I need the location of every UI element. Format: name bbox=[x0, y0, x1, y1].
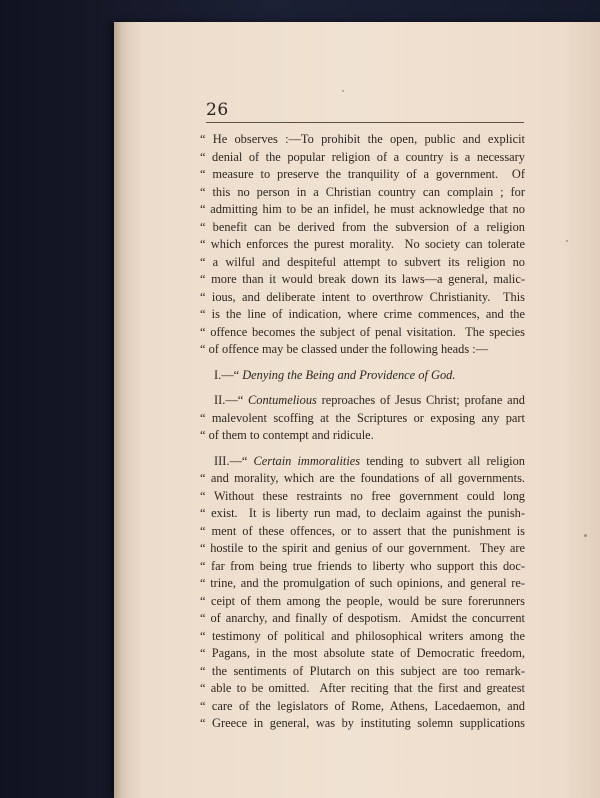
text-line: “ far from being true friends to liberty who support this doc- bbox=[200, 558, 525, 573]
heading-italic-text: Denying the Being and Providence of God. bbox=[242, 367, 456, 382]
text-line: “ malevolent scoffing at the Scriptures or exposing any part bbox=[200, 410, 525, 425]
text-line: “ measure to preserve the tranquility of a government. Of bbox=[200, 167, 525, 181]
text-line: “ of offence may be classed under the following heads :— bbox=[200, 342, 489, 356]
text-line: “ of anarchy, and finally of despotism. Amidst the concurrent bbox=[200, 611, 525, 625]
text-line: “ trine, and the promulgation of such opinions, and general re- bbox=[200, 576, 525, 590]
paragraph-3-rest: tending to subvert all religion bbox=[360, 453, 525, 468]
text-line: “ offence becomes the subject of penal visitation. The species bbox=[200, 324, 525, 339]
text-line: “ ment of these offences, or to assert that the punishment is bbox=[200, 523, 525, 538]
text-line: “ He observes :—To prohibit the open, public and explicit bbox=[200, 132, 525, 146]
text-line: “ exist. It is liberty run mad, to declaim against the punish- bbox=[200, 506, 525, 520]
text-line: “ the sentiments of Plutarch on this subject are too remark- bbox=[200, 663, 525, 678]
heading-denying-god bbox=[200, 367, 525, 385]
text-line: “ this no person in a Christian country can complain ; for bbox=[200, 184, 525, 199]
page-binding-edge bbox=[114, 22, 128, 798]
body-text bbox=[200, 131, 525, 733]
paragraph-3-italic: Certain immoralities bbox=[253, 453, 361, 468]
paragraph-3 bbox=[200, 453, 525, 733]
text-line: “ testimony of political and philosophical writers among the bbox=[200, 628, 525, 643]
paper-speck bbox=[584, 534, 587, 537]
paragraph-1 bbox=[200, 131, 525, 359]
text-line: “ Greece in general, was by instituting solemn supplications bbox=[200, 716, 525, 730]
text-line: “ admitting him to be an infidel, he must acknowledge that no bbox=[200, 202, 525, 216]
text-line: “ and morality, which are the foundations of all governments. bbox=[200, 471, 525, 485]
text-line: “ is the line of indication, where crime commences, and the bbox=[200, 307, 525, 321]
paper-speck bbox=[566, 240, 568, 242]
text-line: “ ious, and deliberate intent to overthrow Christianity. This bbox=[200, 289, 525, 304]
header-rule bbox=[206, 122, 524, 123]
text-line: “ able to be omitted. After reciting that the first and greatest bbox=[200, 681, 525, 695]
text-line: “ denial of the popular religion of a country is a necessary bbox=[200, 149, 525, 164]
paragraph-3-prefix: III.—“ bbox=[214, 453, 254, 468]
paragraph-2-first-line bbox=[200, 392, 525, 410]
paragraph-3-first-line bbox=[200, 453, 525, 471]
text-line: “ ceipt of them among the people, would be sure forerunners bbox=[200, 593, 525, 608]
text-line: “ a wilful and despiteful attempt to subvert its religion no bbox=[200, 254, 525, 269]
text-line: “ Pagans, in the most absolute state of Democratic freedom, bbox=[200, 646, 525, 660]
book-page bbox=[114, 22, 600, 798]
text-line: “ which enforces the purest morality. No society can tolerate bbox=[200, 237, 525, 251]
paragraph-2-italic: Contumelious bbox=[248, 393, 317, 407]
heading-prefix: I.—“ bbox=[214, 367, 243, 382]
text-line: “ care of the legislators of Rome, Athens, Lacedaemon, and bbox=[200, 698, 525, 713]
paragraph-2-prefix: II.—“ bbox=[214, 393, 248, 407]
paragraph-2 bbox=[200, 392, 525, 445]
text-line: “ more than it would break down its laws—a general, malic- bbox=[200, 272, 525, 286]
text-line: “ of them to contempt and ridicule. bbox=[200, 428, 374, 442]
page-number: 26 bbox=[206, 100, 229, 120]
text-line: “ Without these restraints no free government could long bbox=[200, 488, 525, 503]
text-line: “ benefit can be derived from the subversion of a religion bbox=[200, 219, 525, 234]
text-line: “ hostile to the spirit and genius of our government. They are bbox=[200, 541, 525, 555]
paper-speck bbox=[342, 90, 344, 92]
paragraph-2-rest: reproaches of Jesus Christ; profane and bbox=[316, 393, 525, 407]
